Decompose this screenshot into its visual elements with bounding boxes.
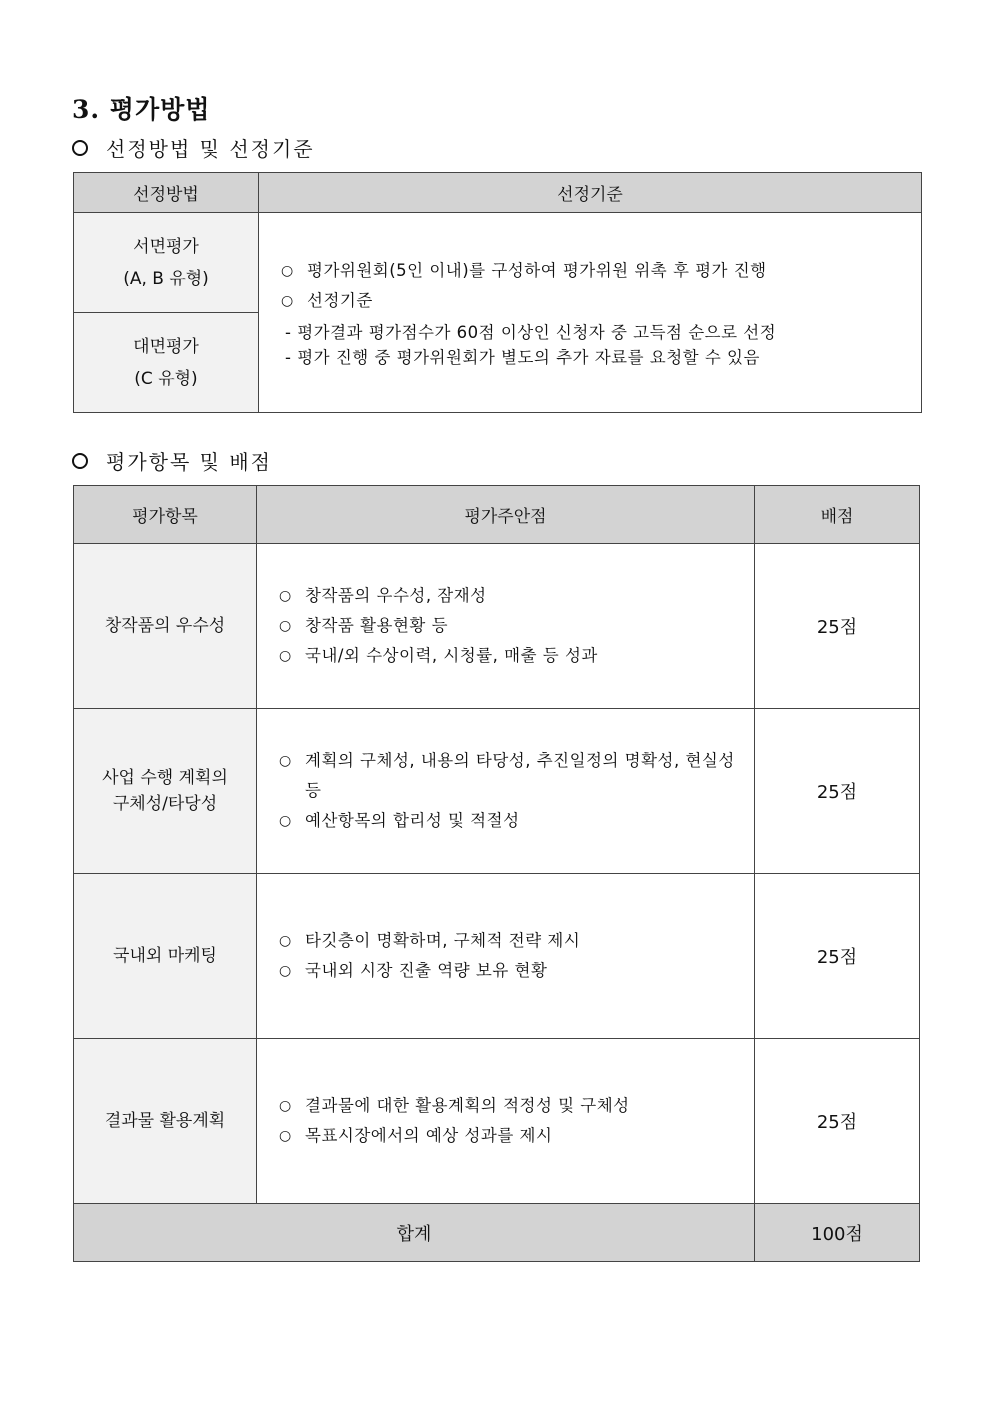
method-name: 서면평가	[133, 236, 199, 257]
focus-point: ○ 결과물에 대한 활용계획의 적정성 및 구체성	[279, 1091, 754, 1121]
focus-cell	[257, 1039, 755, 1204]
total-label: 합계	[74, 1204, 755, 1262]
method-written	[74, 213, 259, 313]
header-item: 평가항목	[74, 486, 257, 544]
subheading-scoring	[72, 446, 272, 475]
focus-cell	[257, 709, 755, 874]
method-name: 대면평가	[133, 336, 199, 357]
subheading-scoring-label: 평가항목 및 배점	[106, 450, 272, 474]
focus-point: ○ 국내/외 수상이력, 시청률, 매출 등 성과	[279, 641, 754, 671]
total-score: 100점	[755, 1204, 920, 1262]
method-type: (A, B 유형)	[123, 268, 209, 289]
criteria-bullet: ○ 평가위원회(5인 이내)를 구성하여 평가위원 위촉 후 평가 진행	[281, 256, 921, 286]
focus-point: ○ 목표시장에서의 예상 성과를 제시	[279, 1121, 754, 1151]
header-selection-criteria: 선정기준	[259, 173, 922, 213]
score-value: 25점	[755, 709, 920, 874]
focus-cell	[257, 544, 755, 709]
focus-point: ○ 계획의 구체성, 내용의 타당성, 추진일정의 명확성, 현실성 등	[279, 746, 754, 806]
focus-point: ○ 창작품의 우수성, 잠재성	[279, 581, 754, 611]
focus-point: ○ 창작품 활용현황 등	[279, 611, 754, 641]
table-row	[74, 544, 920, 709]
header-score: 배점	[755, 486, 920, 544]
section-title: 3. 평가방법	[72, 95, 211, 124]
selection-table-header	[74, 173, 922, 213]
focus-cell	[257, 874, 755, 1039]
item-label: 결과물 활용계획	[74, 1039, 257, 1204]
method-interview	[74, 313, 259, 413]
method-type: (C 유형)	[134, 368, 198, 389]
selection-table	[73, 172, 922, 413]
circle-bullet-icon	[72, 140, 88, 156]
header-selection-method: 선정방법	[74, 173, 259, 213]
subheading-selection	[72, 133, 315, 162]
table-row	[74, 709, 920, 874]
criteria-cell	[259, 213, 922, 413]
table-row	[74, 1039, 920, 1204]
item-label: 국내외 마케팅	[74, 874, 257, 1039]
item-label	[74, 709, 257, 874]
score-value: 25점	[755, 1039, 920, 1204]
item-label: 창작품의 우수성	[74, 544, 257, 709]
item-label-line: 사업 수행 계획의	[102, 768, 228, 788]
score-value: 25점	[755, 544, 920, 709]
table-row	[74, 874, 920, 1039]
subheading-selection-label: 선정방법 및 선정기준	[106, 137, 315, 161]
scoring-table	[73, 485, 920, 1262]
criteria-detail: - 평가결과 평가점수가 60점 이상인 신청자 중 고득점 순으로 선정	[285, 322, 777, 342]
criteria-detail: - 평가 진행 중 평가위원회가 별도의 추가 자료를 요청할 수 있음	[285, 347, 760, 367]
focus-point: ○ 예산항목의 합리성 및 적절성	[279, 806, 754, 836]
focus-point: ○ 타깃층이 명확하며, 구체적 전략 제시	[279, 926, 754, 956]
scoring-table-header	[74, 486, 920, 544]
header-focus: 평가주안점	[257, 486, 755, 544]
focus-point: ○ 국내외 시장 진출 역량 보유 현황	[279, 956, 754, 986]
score-value: 25점	[755, 874, 920, 1039]
item-label-line: 구체성/타당성	[112, 794, 218, 814]
circle-bullet-icon	[72, 453, 88, 469]
total-row	[74, 1204, 920, 1262]
criteria-bullet: ○ 선정기준	[281, 286, 921, 316]
